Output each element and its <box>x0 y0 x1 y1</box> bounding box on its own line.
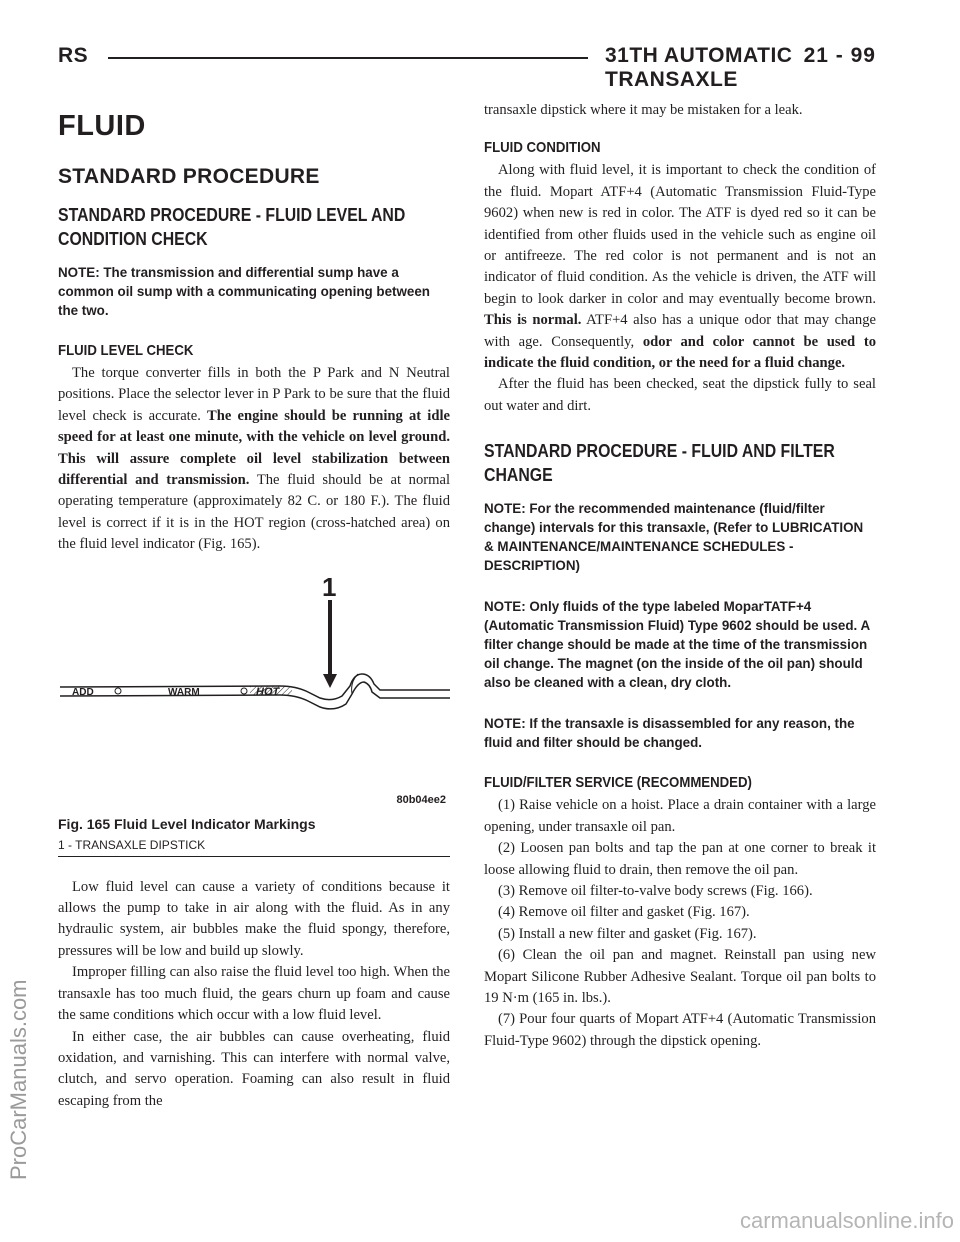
paragraph-continued: transaxle dipstick where it may be mistaken for a leak. <box>484 102 803 118</box>
fluid-condition-heading: FLUID CONDITION <box>484 139 601 157</box>
page-header <box>58 44 876 91</box>
figure-dipstick <box>58 562 450 812</box>
filter-change-heading: STANDARD PROCEDURE - FLUID AND FILTER CHANGE <box>484 441 835 486</box>
service-step: (6) Clean the oil pan and magnet. Reinstall pan using new Mopart Silicone Rubber Adhesive Sealant. Torque oil pan bolts to 19 N·m (165 in. lbs.). <box>484 947 876 1006</box>
figure-code: 80b04ee2 <box>396 793 446 806</box>
header-section-code: RS <box>58 44 89 67</box>
left-column <box>58 100 450 1112</box>
note-fluid-type: NOTE: Only fluids of the type labeled MoparTATF+4 (Automatic Transmission Fluid) Type 9602 should be used. A filter change should be made at the time of the transmission oil change. The magnet (on the inside of the oil pan) should also be cleaned with a clean, dry cloth. <box>484 599 870 691</box>
figure-legend: 1 - TRANSAXLE DIPSTICK <box>58 838 450 857</box>
section-heading: STANDARD PROCEDURE <box>58 165 320 188</box>
fluid-level-paragraph: The torque converter fills in both the P Park and N Neutral positions. Place the selector lever in P Park to be sure that the fluid level check is accurate. The engine should be running at idle speed for at least one minute, with the vehicle on level ground. This will assure complete oil level stabilization between differential and transmission. The fluid should be at normal operating temperature (approximately 82 C. or 180 F.). The fluid level is correct if it is in the HOT region (cross-hatched area) on the fluid level indicator (Fig. 165). <box>58 365 450 553</box>
service-step: (2) Loosen pan bolts and tap the pan at one corner to break it loose allowing fluid to drain, then remove the oil pan. <box>484 840 876 878</box>
page-number: 21 - 99 <box>803 44 876 67</box>
service-heading: FLUID/FILTER SERVICE (RECOMMENDED) <box>484 774 752 792</box>
fluid-condition-paragraph: Along with fluid level, it is important to check the condition of the fluid. Mopart ATF+4 (Automatic Transmission Fluid-Type 9602) when new is red in color. The ATF is dyed red so it can be identified from other fluids used in the vehicle such as engine oil or antifreeze. The red color is not permanent and is not an indicator of fluid condition. As the vehicle is driven, the ATF will begin to look darker in color and may eventually become brown. This is normal. ATF+4 also has a unique odor that may change with age. Consequently, odor and color cannot be used to indicate the fluid condition, or the need for a fluid change. <box>484 162 876 372</box>
mark-warm: WARM <box>168 686 200 698</box>
procedure-heading: STANDARD PROCEDURE - FLUID LEVEL AND CONDITION CHECK <box>58 205 406 249</box>
figure-caption: Fig. 165 Fluid Level Indicator Markings <box>58 815 316 832</box>
paragraph-low-fluid: Low fluid level can cause a variety of conditions because it allows the pump to take in air along with the fluid. As in any hydraulic system, air bubbles make the fluid spongy, therefore, pressures will be low and build up slowly. <box>58 878 450 959</box>
service-step: (7) Pour four quarts of Mopart ATF+4 (Automatic Transmission Fluid-Type 9602) through the dipstick opening. <box>484 1011 876 1049</box>
header-rule <box>108 57 588 59</box>
note-disassembled: NOTE: If the transaxle is disassembled for any reason, the fluid and filter should be changed. <box>484 716 855 751</box>
service-step: (3) Remove oil filter-to-valve body screws (Fig. 166). <box>498 882 813 899</box>
service-step: (5) Install a new filter and gasket (Fig. 167). <box>498 925 757 942</box>
paragraph-improper-filling: Improper filling can also raise the fluid level too high. When the transaxle has too much fluid, the gears churn up foam and cause the same conditions which occur with a low fluid level. <box>58 964 450 1024</box>
callout-number: 1 <box>322 571 337 602</box>
note-common-sump: NOTE: The transmission and differential sump have a common oil sump with a communicating opening between the two. <box>58 265 430 318</box>
hole-2 <box>241 688 247 694</box>
mark-hot: HOT <box>256 685 280 698</box>
fluid-level-check-heading: FLUID LEVEL CHECK <box>58 342 194 359</box>
bottom-watermark: carmanualsonline.info <box>739 1208 954 1233</box>
paragraph-air-bubbles: In either case, the air bubbles can cause overheating, fluid oxidation, and varnishing. This can interfere with normal valve, clutch, and servo operation. Foaming can also result in fluid escaping from the <box>58 1028 450 1109</box>
callout-arrow <box>323 674 337 688</box>
mark-add: ADD <box>72 686 94 698</box>
page-title: FLUID <box>58 110 146 142</box>
service-step: (1) Raise vehicle on a hoist. Place a drain container with a large opening, under transaxle oil pan. <box>484 797 876 835</box>
hole-1 <box>115 688 121 694</box>
dipstick-illustration <box>58 562 450 812</box>
right-column <box>484 100 876 1052</box>
side-watermark: ProCarManuals.com <box>6 979 31 1180</box>
header-title: 31TH AUTOMATIC TRANSAXLE <box>605 44 793 91</box>
service-step: (4) Remove oil filter and gasket (Fig. 167). <box>498 904 750 921</box>
paragraph-seat-dipstick: After the fluid has been checked, seat the dipstick fully to seal out water and dirt. <box>484 376 876 414</box>
note-maintenance-intervals: NOTE: For the recommended maintenance (fluid/filter change) intervals for this transaxle, (Refer to LUBRICATION & MAINTENANCE/MAINTENANCE SCHEDULES - DESCRIPTION) <box>484 501 864 574</box>
